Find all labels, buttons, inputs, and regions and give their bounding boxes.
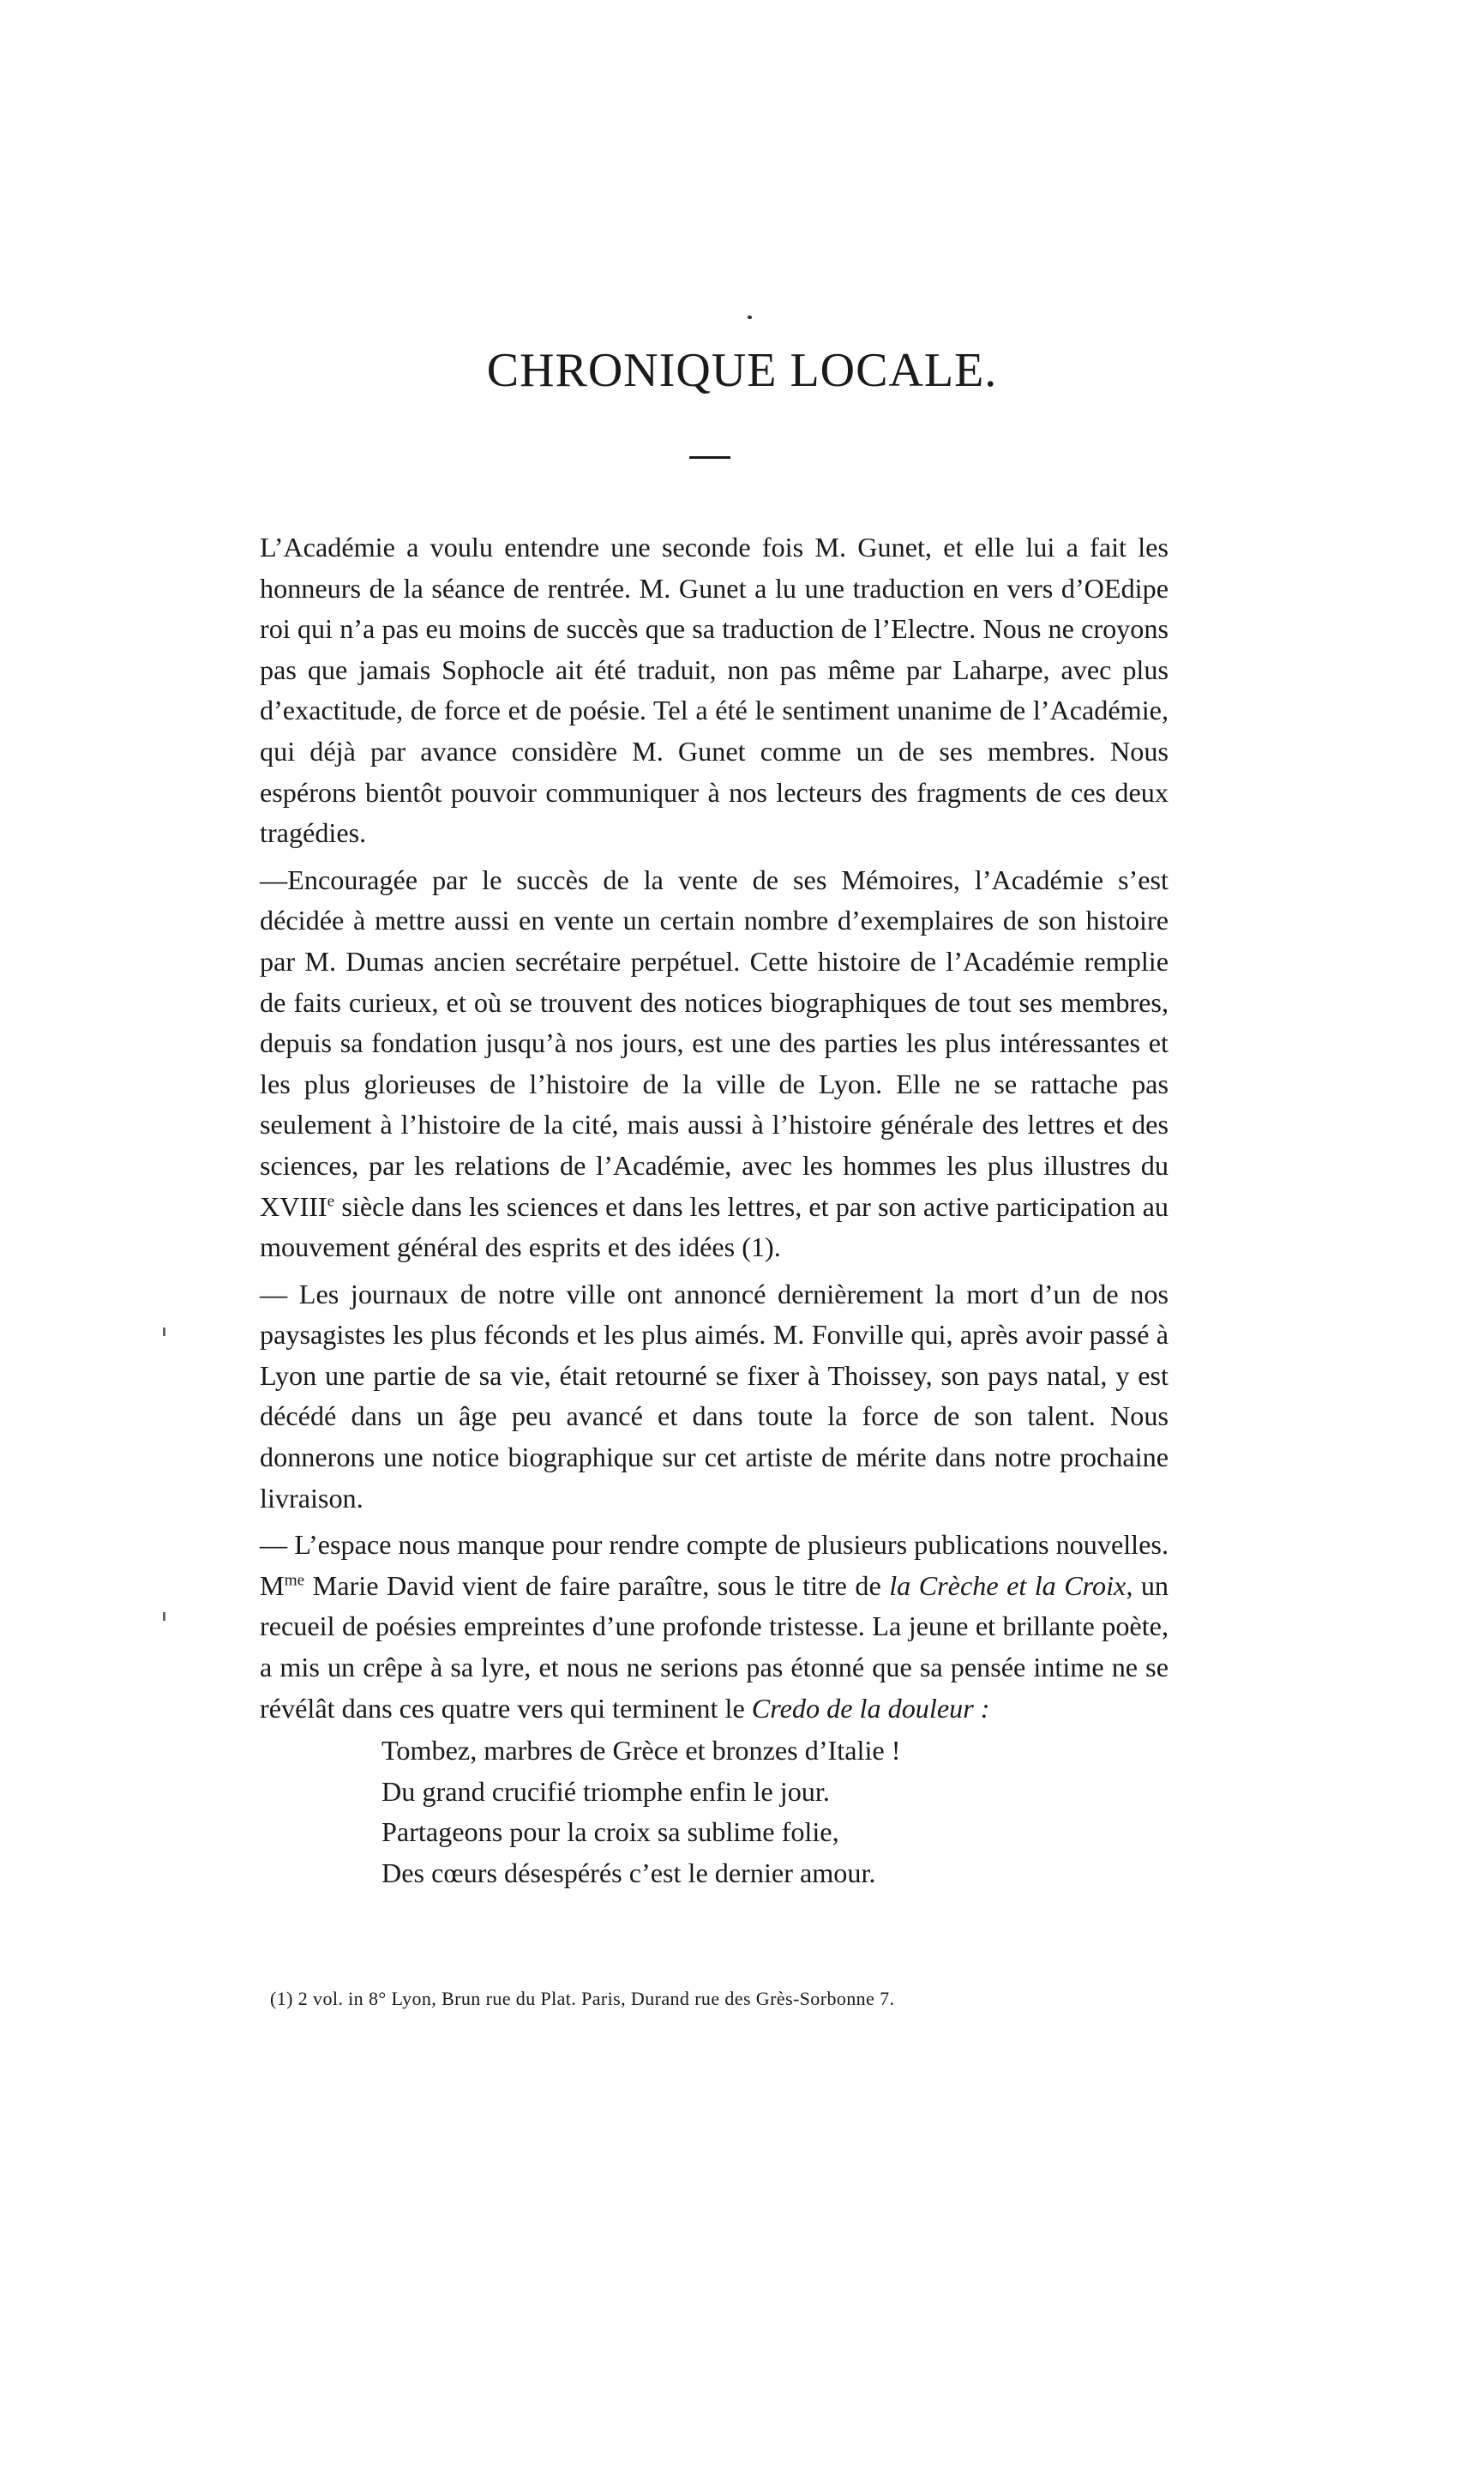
- paragraph-gap: [260, 854, 1169, 860]
- page-title: CHRONIQUE LOCALE.: [486, 344, 998, 397]
- paragraph-gap: [260, 1519, 1169, 1525]
- paragraph-gap: [260, 1268, 1169, 1274]
- book-title: la Crèche et la Croix: [889, 1569, 1127, 1601]
- verse-block: [382, 1731, 1169, 1893]
- margin-mark: [163, 1612, 165, 1621]
- superscript: e: [327, 1191, 335, 1210]
- superscript: me: [284, 1571, 305, 1590]
- paragraph-academie-histoire: [260, 860, 1169, 1268]
- verse-line: Tombez, marbres de Grèce et bronzes d’Italie !: [382, 1735, 901, 1767]
- verse-line: Partageons pour la croix sa sublime folie,: [382, 1816, 839, 1848]
- paragraph-text: siècle dans les sciences et dans les lettres, et par son active participation au mouvement général des esprits et des idées (1).: [260, 1190, 1169, 1263]
- paragraph-academie-gunet: L’Académie a voulu entendre une seconde fois M. Gunet, et elle lui a fait les honneurs de la séance de rentrée. M. Gunet a lu une traduction en vers d’OEdipe roi qui n’a pas eu moins de succès que sa traduction de l’Electre. Nous ne croyons pas que jamais Sophocle ait été traduit, non pas même par Laharpe, avec plus d’exactitude, de force et de poésie. Tel a été le sentiment unanime de l’Académie, qui déjà par avance considère M. Gunet comme un de ses membres. Nous espérons bientôt pouvoir communiquer à nos lecteurs des fragments de ces deux tragédies.: [260, 532, 1169, 849]
- title-rule: [689, 456, 730, 459]
- paragraph-text: — L’espace nous manque pour rendre compte de plusieurs publications nouvelles. M: [260, 1529, 1169, 1601]
- ink-speck: [748, 316, 752, 319]
- paragraph-publications: [260, 1525, 1169, 1729]
- footnote: (1) 2 vol. in 8° Lyon, Brun rue du Plat. Paris, Durand rue des Grès-Sorbonne 7.: [270, 1988, 895, 2009]
- paragraph-text: , un recueil de poésies empreintes d’une profonde tristesse. La jeune et brillante poète, a mis un crêpe à sa lyre, et nous ne serions pas étonné que sa pensée intime ne se révélât dans ces quatre vers qui terminent le: [260, 1569, 1169, 1724]
- article-body: [260, 527, 1169, 1894]
- verse-line: Des cœurs désespérés c’est le dernier amour.: [382, 1857, 876, 1888]
- verse-line: Du grand crucifié triomphe enfin le jour.: [382, 1775, 830, 1807]
- paragraph-text: Marie David vient de faire paraître, sous le titre de: [304, 1569, 890, 1601]
- paragraph-fonville: — Les journaux de notre ville ont annoncé dernièrement la mort d’un de nos paysagistes les plus féconds et les plus aimés. M. Fonville qui, après avoir passé à Lyon une partie de sa vie, était retourné se fixer à Thoissey, son pays natal, y est décédé dans un âge peu avancé et dans toute la force de son talent. Nous donnerons une notice biographique sur cet artiste de mérite dans notre prochaine livraison.: [260, 1278, 1169, 1514]
- poem-title: Credo de la douleur :: [751, 1692, 990, 1724]
- margin-mark: [163, 1327, 165, 1336]
- paragraph-text: —Encouragée par le succès de la vente de ses Mémoires, l’Académie s’est décidée à mettre aussi en vente un certain nombre d’exemplaires de son histoire par M. Dumas ancien secrétaire perpétuel. Cette histoire de l’Académie remplie de faits curieux, et où se trouvent des notices biographiques de tout ses membres, depuis sa fondation jusqu’à nos jours, est une des parties les plus intéressantes et les plus glorieuses de l’histoire de la ville de Lyon. Elle ne se rattache pas seulement à l’histoire de la cité, mais aussi à l’histoire générale des lettres et des sciences, par les relations de l’Académie, avec les hommes les plus illustres du XVIII: [260, 864, 1169, 1222]
